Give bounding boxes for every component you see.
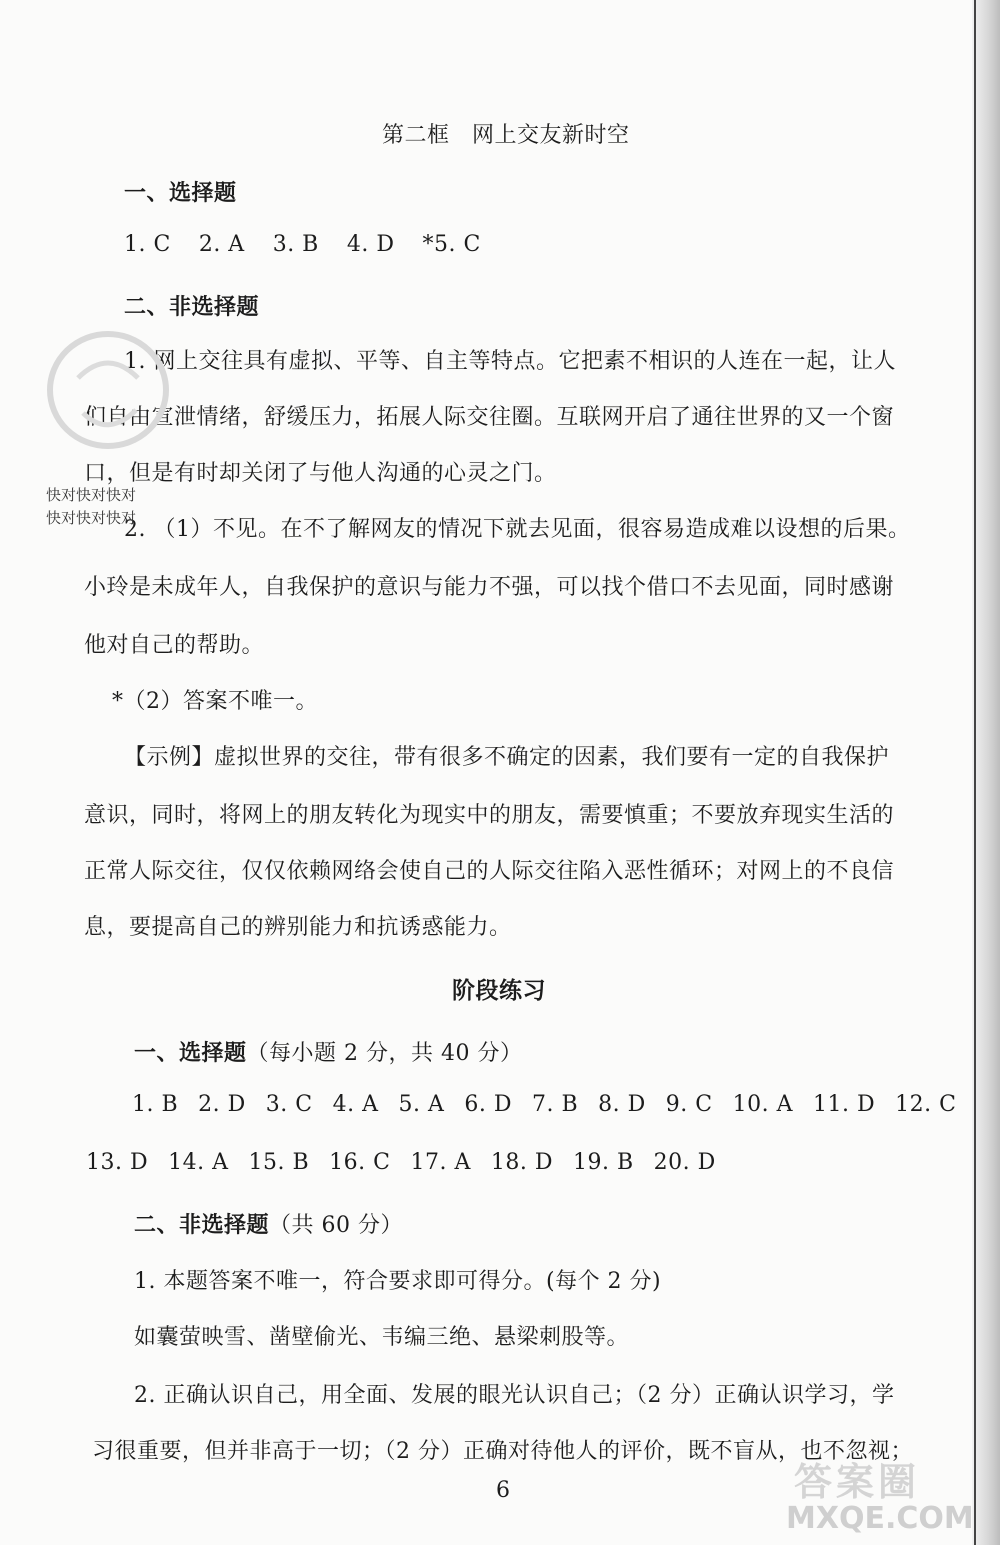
- answer-item: 9. C: [665, 1092, 713, 1117]
- answer-item: 18. D: [490, 1150, 553, 1175]
- answer-item: 1. C: [124, 232, 171, 257]
- corner-logo-sub: MXQE.COM: [786, 1501, 974, 1536]
- answer-item: 1. B: [132, 1092, 179, 1117]
- section-title: 第二框 网上交友新时空: [382, 123, 630, 148]
- q2-line1: 2. （1）不见。在不了解网友的情况下就去见面，很容易造成难以设想的后果。: [124, 517, 911, 542]
- example-line2: 意识，同时，将网上的朋友转化为现实中的朋友，需要慎重；不要放弃现实生活的: [84, 803, 895, 828]
- stage-q2-line1: 2. 正确认识自己，用全面、发展的眼光认识自己；（2 分）正确认识学习，学: [134, 1383, 895, 1408]
- answer-item: 16. C: [329, 1150, 391, 1175]
- q2-part2: *（2）答案不唯一。: [112, 689, 318, 714]
- page-edge-shadow: [972, 0, 1000, 1545]
- corner-logo-main: 答案圈: [794, 1460, 921, 1504]
- example-line3: 正常人际交往，仅仅依赖网络会使自己的人际交往陷入恶性循环；对网上的不良信: [84, 859, 895, 884]
- answer-item: 13. D: [86, 1150, 149, 1175]
- q2-line2: 小玲是未成年人，自我保护的意识与能力不强，可以找个借口不去见面，同时感谢: [84, 575, 895, 600]
- stage-sec1-note: （每小题 2 分，共 40 分）: [246, 1041, 523, 1066]
- answer-item: 10. A: [732, 1092, 793, 1117]
- answer-item: 7. B: [531, 1092, 579, 1117]
- answer-item: 11. D: [812, 1092, 876, 1117]
- answer-item: 3. C: [265, 1092, 313, 1117]
- page-edge-line: [974, 0, 976, 1545]
- corner-logo: [780, 1451, 980, 1541]
- answer-item: 8. D: [598, 1092, 646, 1117]
- answer-item: 2. D: [198, 1092, 246, 1117]
- stage-sec1-heading: 一、选择题: [134, 1040, 247, 1066]
- answer-item: 4. D: [346, 232, 395, 257]
- page-number: 6: [496, 1478, 510, 1503]
- answer-item: 6. D: [464, 1092, 512, 1117]
- stage-q2-line2: 习很重要，但并非高于一切；（2 分）正确对待他人的评价，既不盲从，也不忽视；: [92, 1439, 913, 1464]
- stage-answers-row2: [86, 1150, 716, 1175]
- stage-title: 阶段练习: [452, 977, 546, 1004]
- sec2-heading: 二、非选择题: [124, 294, 260, 320]
- answer-item: 17. A: [410, 1150, 471, 1175]
- stage-sec2: [134, 1208, 403, 1239]
- answer-item: 5. A: [398, 1092, 445, 1117]
- q1-line2: 们自由宣泄情绪，舒缓压力，拓展人际交往圈。互联网开启了通往世界的又一个窗: [84, 405, 895, 430]
- answer-item: 3. B: [272, 232, 319, 257]
- stage-answers-row1: [132, 1092, 956, 1117]
- q1-line1: 1. 网上交往具有虚拟、平等、自主等特点。它把素不相识的人连在一起，让人: [124, 349, 896, 374]
- answer-item: 19. B: [572, 1150, 634, 1175]
- stage-q1: 1. 本题答案不唯一，符合要求即可得分。(每个 2 分): [134, 1269, 662, 1294]
- example-line4: 息，要提高自己的辨别能力和抗诱惑能力。: [84, 915, 512, 940]
- stage-sec2-heading: 二、非选择题: [134, 1212, 270, 1238]
- answer-item: 14. A: [168, 1150, 229, 1175]
- stage-sec2-note: （共 60 分）: [269, 1213, 403, 1238]
- answer-item: 15. B: [248, 1150, 310, 1175]
- q1-line3: 口，但是有时却关闭了与他人沟通的心灵之门。: [84, 461, 557, 486]
- watermark-logo-icon: [38, 318, 178, 468]
- stage-q1-body: 如囊萤映雪、凿壁偷光、韦编三绝、悬梁刺股等。: [134, 1325, 630, 1350]
- watermark-text-2: 快对快对快对: [46, 509, 137, 527]
- watermark-text-1: 快对快对快对: [46, 486, 137, 504]
- answer-item: 20. D: [653, 1150, 716, 1175]
- answer-item: 12. C: [895, 1092, 957, 1117]
- sec1-answers: [124, 232, 509, 257]
- q2-line3: 他对自己的帮助。: [84, 633, 265, 658]
- answer-item: 4. A: [332, 1092, 379, 1117]
- sec1-heading: 一、选择题: [124, 180, 237, 206]
- stage-sec1: [134, 1036, 522, 1067]
- answer-item: *5. C: [422, 232, 481, 257]
- example-line1: 【示例】虚拟世界的交往，带有很多不确定的因素，我们要有一定的自我保护: [124, 745, 890, 770]
- answer-item: 2. A: [198, 232, 245, 257]
